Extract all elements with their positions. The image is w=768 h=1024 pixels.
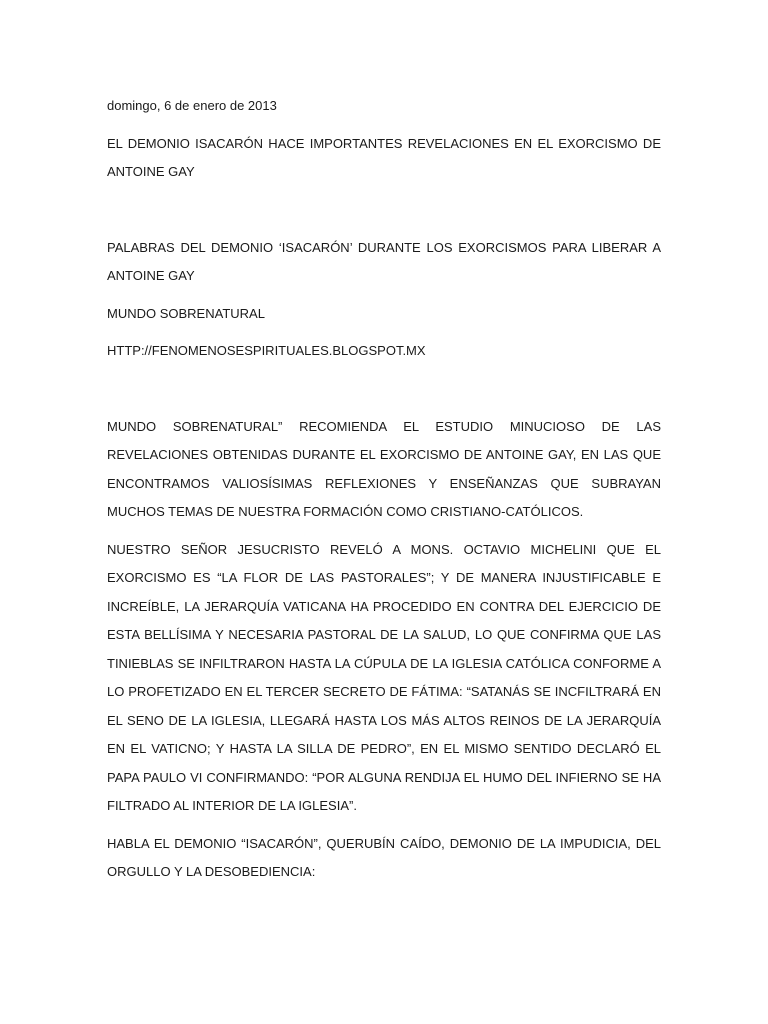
document-title: EL DEMONIO ISACARÓN HACE IMPORTANTES REVELACIONES EN EL EXORCISMO DE ANTOINE GAY (107, 135, 661, 179)
document-page (107, 92, 661, 887)
paragraph-revelation: NUESTRO SEÑOR JESUCRISTO REVELÓ A MONS. OCTAVIO MICHELINI QUE EL EXORCISMO ES “LA FLOR DE LAS PASTORALES”; Y DE MANERA INJUSTIFICABLE E INCREÍBLE, LA JERARQUÍA VATICANA HA PROCEDIDO EN CONTRA DEL EJERCICIO DE ESTA BELLÍSIMA Y NECESARIA PASTORAL DE LA SALUD, LO QUE CONFIRMA QUE LAS TINIEBLAS SE INFILTRARON HASTA LA CÚPULA DE LA IGLESIA CATÓLICA CONFORME A LO PROFETIZADO EN EL TERCER SECRETO DE FÁTIMA: “SATANÁS SE INCFILTRARÁ EN EL SENO DE LA IGLESIA, LLEGARÁ HASTA LOS MÁS ALTOS REINOS DE LA JERARQUÍA EN EL VATICNO; Y HASTA LA SILLA DE PEDRO”, EN EL MISMO SENTIDO DECLARÓ EL PAPA PAULO VI CONFIRMANDO: “POR ALGUNA RENDIJA EL HUMO DEL INFIERNO SE HA FILTRADO AL INTERIOR DE LA IGLESIA”. (107, 541, 661, 813)
source-url: HTTP://FENOMENOSESPIRITUALES.BLOGSPOT.MX (107, 343, 426, 358)
document-subtitle: PALABRAS DEL DEMONIO ‘ISACARÓN’ DURANTE LOS EXORCISMOS PARA LIBERAR A ANTOINE GAY (107, 239, 661, 283)
paragraph-demon-speaks: HABLA EL DEMONIO “ISACARÓN”, QUERUBÍN CAÍDO, DEMONIO DE LA IMPUDICIA, DEL ORGULLO Y LA DESOBEDIENCIA: (107, 835, 661, 879)
post-date: domingo, 6 de enero de 2013 (107, 98, 277, 113)
paragraph-intro: MUNDO SOBRENATURAL” RECOMIENDA EL ESTUDIO MINUCIOSO DE LAS REVELACIONES OBTENIDAS DURANTE EL EXORCISMO DE ANTOINE GAY, EN LAS QUE ENCONTRAMOS VALIOSÍSIMAS REFLEXIONES Y ENSEÑANZAS QUE SUBRAYAN MUCHOS TEMAS DE NUESTRA FORMACIÓN COMO CRISTIANO-CATÓLICOS. (107, 418, 661, 519)
source-name: MUNDO SOBRENATURAL (107, 305, 265, 321)
